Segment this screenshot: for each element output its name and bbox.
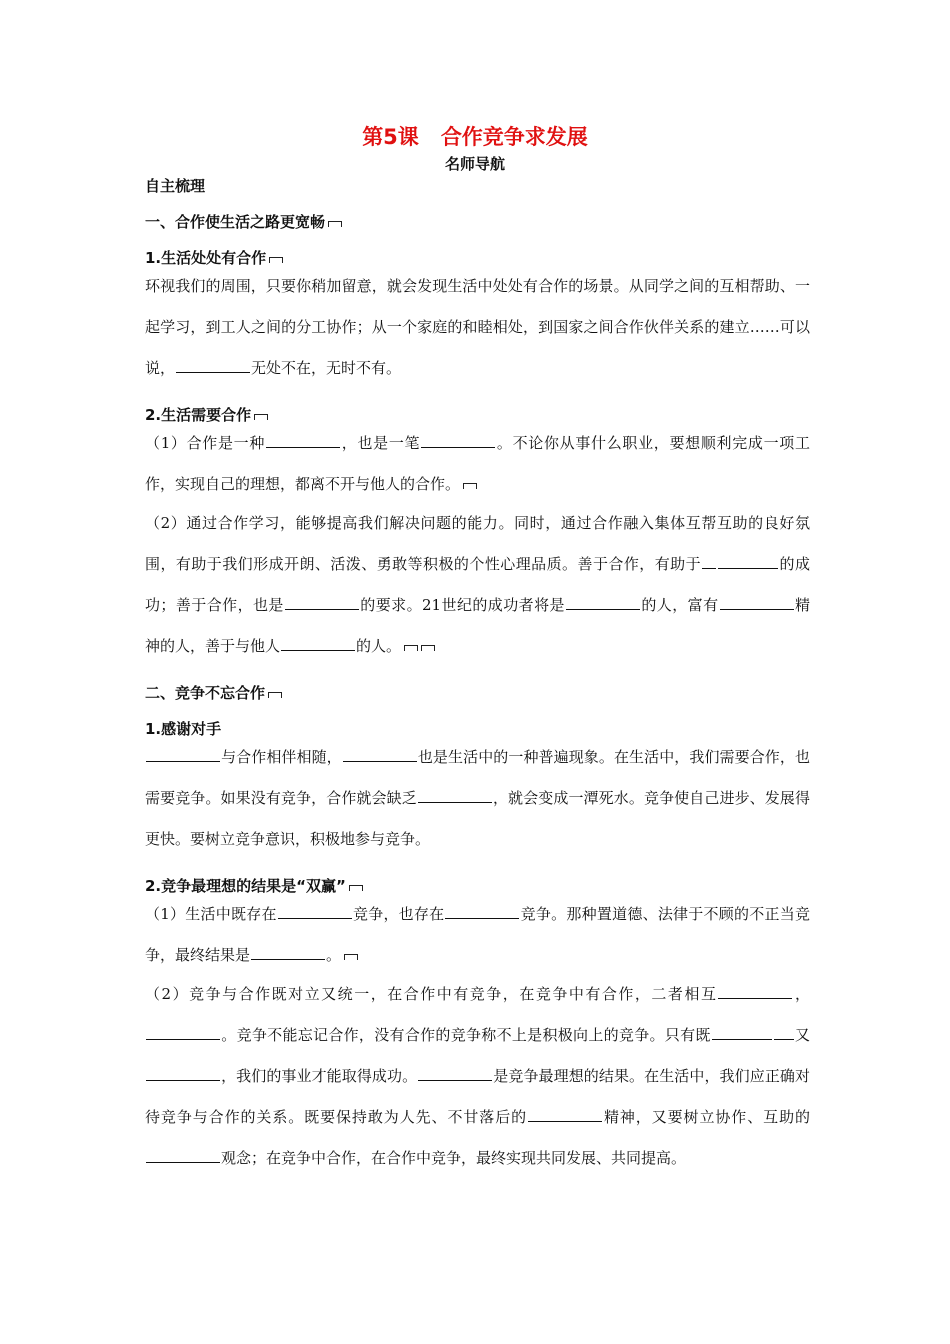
fill-blank[interactable]: [720, 595, 794, 610]
fill-blank[interactable]: [418, 788, 492, 803]
mark-icon: [268, 692, 282, 698]
fill-blank[interactable]: [146, 747, 220, 762]
mark-icon: [349, 885, 363, 891]
fill-blank[interactable]: [285, 595, 359, 610]
fill-blank[interactable]: [566, 595, 640, 610]
fill-blank[interactable]: [176, 358, 250, 373]
part1-heading: 一、合作使生活之路更宽畅: [145, 212, 810, 232]
lesson-name: 合作竞争求发展: [440, 125, 588, 149]
mark-icon: [269, 257, 283, 263]
self-review-heading: 自主梳理: [145, 177, 206, 195]
fill-blank[interactable]: [421, 433, 495, 448]
mark-icon: [421, 645, 435, 651]
fill-blank[interactable]: [146, 1148, 220, 1163]
content: [145, 176, 810, 1179]
fill-blank[interactable]: [718, 554, 778, 569]
fill-blank[interactable]: [712, 1025, 772, 1040]
part2-s2-paragraph-1: （1）生活中既存在 竞争，也存在 竞争。那种置道德、法律于不顾的不正当竞争，最终结果是 。: [145, 905, 810, 964]
fill-blank[interactable]: [718, 984, 792, 999]
part2-heading: 二、竞争不忘合作: [145, 683, 810, 703]
mark-icon: [328, 221, 342, 227]
fill-blank[interactable]: [146, 1066, 220, 1081]
part1-s1-paragraph: 环视我们的周围，只要你稍加留意，就会发现生活中处处有合作的场景。从同学之间的互相帮助、一起学习，到工人之间的分工协作；从一个家庭的和睦相处，到国家之间合作伙伴关系的建立……可以说， 无处不在，无时不有。: [145, 277, 810, 377]
fill-blank[interactable]: [278, 904, 352, 919]
part2-s1-paragraph: 与合作相伴相随， 也是生活中的一种普遍现象。在生活中，我们需要合作，也需要竞争。如果没有竞争，合作就会缺乏 ，就会变成一潭死水。竞争使自己进步、发展得更快。要树立竞争意识，积极地参与竞争。: [145, 748, 810, 848]
part1-s2-paragraph-1: （1）合作是一种 ，也是一笔 。不论你从事什么职业，要想顺利完成一项工作，实现自己的理想，都离不开与他人的合作。: [145, 434, 810, 493]
fill-blank[interactable]: [343, 747, 417, 762]
lesson-number: 第5课: [362, 125, 419, 149]
part2-s1-heading: 1.感谢对手: [145, 720, 222, 738]
fill-blank[interactable]: [528, 1107, 602, 1122]
part2-s2-heading: 2.竞争最理想的结果是“双赢”: [145, 876, 810, 896]
part2-s2-paragraph-2: （2）竞争与合作既对立又统一，在合作中有竞争，在竞争中有合作，二者相互 ，。竞争不能忘记合作，没有合作的竞争称不上是积极向上的竞争。只有既 又，我们的事业才能取得成功。 是竞争最理想的结果。在生活中，我们应正确对待竞争与合作的关系。既要保持敢为人先、不甘落后的 精神，又要树立协作、互助的观念；在竞争中合作，在合作中竞争，最终实现共同发展、共同提高。: [145, 985, 810, 1167]
subtitle: 名师导航: [444, 155, 505, 173]
fill-blank[interactable]: [445, 904, 519, 919]
part1-s2-paragraph-2: （2）通过合作学习，能够提高我们解决问题的能力。同时，通过合作融入集体互帮互助的良好氛围，有助于我们形成开朗、活泼、勇敢等积极的个性心理品质。善于合作，有助于 的成功；善于合作，也是 的要求。21世纪的成功者将是 的人，富有 精神的人，善于与他人 的人。: [145, 514, 810, 655]
mark-icon: [254, 414, 268, 420]
fill-blank[interactable]: [702, 554, 716, 569]
fill-blank[interactable]: [281, 636, 355, 651]
fill-blank[interactable]: [251, 945, 325, 960]
fill-blank[interactable]: [266, 433, 340, 448]
mark-icon: [344, 954, 358, 960]
fill-blank[interactable]: [774, 1025, 794, 1040]
part1-s1-heading: 1.生活处处有合作: [145, 248, 810, 268]
mark-icon: [463, 483, 477, 489]
part1-s2-heading: 2.生活需要合作: [145, 405, 810, 425]
mark-icon: [404, 645, 418, 651]
fill-blank[interactable]: [418, 1066, 492, 1081]
fill-blank[interactable]: [146, 1025, 220, 1040]
lesson-title: [0, 121, 950, 151]
